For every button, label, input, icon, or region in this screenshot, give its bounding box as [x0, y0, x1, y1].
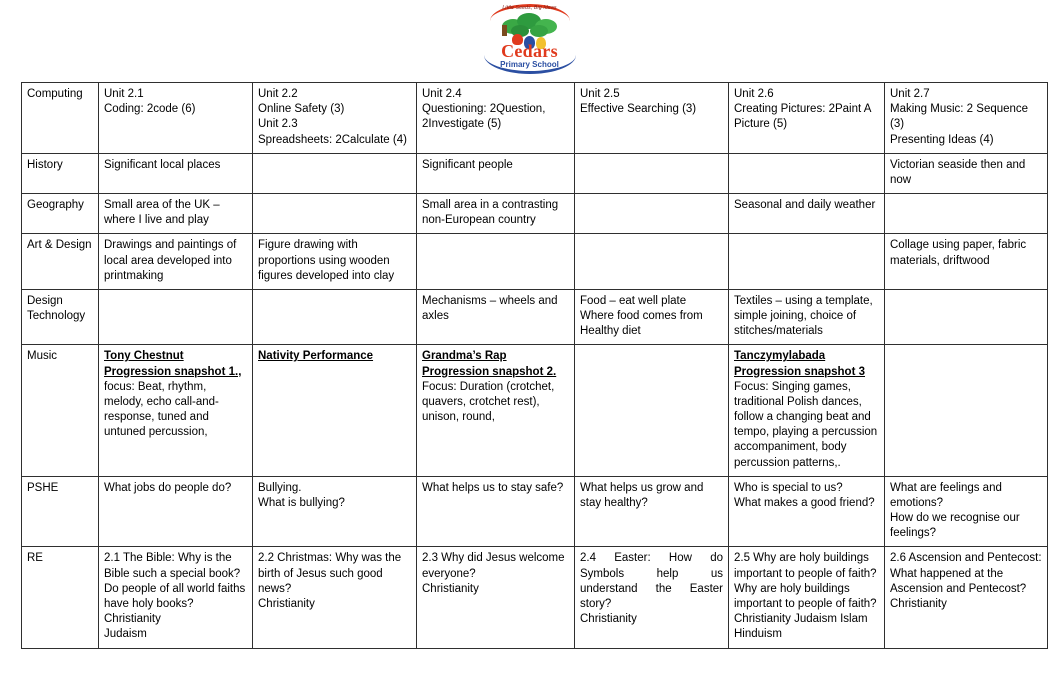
table-cell: [99, 345, 253, 476]
cell-line: What are feelings and emotions?: [890, 481, 1002, 509]
tree-trunk-icon: [502, 25, 507, 36]
cell-line: What jobs do people do?: [104, 481, 232, 494]
cell-line: focus: Beat, rhythm, melody, echo call-and-response, tuned and untuned percussion,: [104, 380, 219, 439]
cell-heading: Tony Chestnut Progression snapshot 1.,: [104, 350, 242, 378]
cell-line: 2.5 Why are holy buildings important to people of faith? Why are holy buildings important to people of faith?: [734, 552, 877, 610]
table-cell: [729, 345, 885, 476]
cell-line: Judaism: [104, 628, 147, 641]
cell-line: Christianity: [422, 582, 479, 595]
cell-line: 2.4 Easter: How do Symbols help us understand the Easter story?: [580, 552, 723, 610]
cell-line: Unit 2.7: [890, 88, 930, 100]
row-header-music: Music: [22, 345, 99, 476]
table-cell: [885, 153, 1048, 193]
table-cell: [417, 476, 575, 547]
table-cell: [253, 476, 417, 547]
curriculum-table: [21, 82, 1048, 649]
cell-line: Coding: 2code (6): [104, 103, 196, 116]
logo-tagline: Little Seeds, Big Ideas: [502, 5, 557, 11]
table-cell: [729, 194, 885, 234]
table-cell: [253, 234, 417, 290]
table-cell: [575, 83, 729, 154]
school-subtitle: Primary School: [500, 60, 559, 69]
table-cell: [729, 289, 885, 345]
cell-line: Effective Searching (3): [580, 103, 697, 116]
table-cell: [885, 547, 1048, 648]
cell-line: Questioning: 2Question, 2Investigate (5): [422, 103, 546, 131]
table-cell: [885, 234, 1048, 290]
table-cell: [253, 289, 417, 345]
table-cell: [729, 476, 885, 547]
table-cell: [417, 83, 575, 154]
cell-heading: Nativity Performance: [258, 350, 374, 363]
cell-line: Unit 2.1: [104, 88, 144, 100]
cell-line: Small area of the UK – where I live and play: [104, 199, 220, 227]
cell-line: Focus: Duration (crotchet, quavers, crotchet rest), unison, round,: [422, 380, 555, 424]
row-header-computing: Computing: [22, 83, 99, 154]
curriculum-table-body: [22, 83, 1048, 649]
cell-line: Food – eat well plate: [580, 294, 687, 307]
table-row: [22, 476, 1048, 547]
cell-line: Unit 2.2: [258, 88, 298, 100]
table-cell: [417, 153, 575, 193]
table-cell: [417, 289, 575, 345]
table-cell: [575, 194, 729, 234]
cell-line: Creating Pictures: 2Paint A Picture (5): [734, 103, 871, 131]
cell-line: Figure drawing with proportions using wooden figures developed into clay: [258, 239, 395, 282]
table-cell: [885, 83, 1048, 154]
cell-line: What makes a good friend?: [734, 496, 875, 509]
cell-line: Significant local places: [104, 158, 221, 171]
table-cell: [575, 547, 729, 648]
table-cell: [575, 234, 729, 290]
table-cell: [253, 83, 417, 154]
table-cell: [99, 234, 253, 290]
cell-heading: Tanczymylabada Progression snapshot 3: [734, 350, 866, 378]
cell-line: Textiles – using a template, simple joining, choice of stitches/materials: [734, 294, 873, 338]
cell-line: 2.1 The Bible: Why is the Bible such a special book? Do people of all world faiths have holy books?: [104, 552, 246, 610]
cell-line: Christianity: [104, 613, 161, 626]
row-header-pshe: PSHE: [22, 476, 99, 547]
cell-line: What helps us grow and stay healthy?: [580, 481, 704, 509]
table-cell: [253, 345, 417, 476]
cell-line: What is bullying?: [258, 496, 345, 509]
cell-line: Presenting Ideas (4): [890, 133, 994, 146]
cell-line: Seasonal and daily weather: [734, 199, 876, 212]
cell-line: Christianity Judaism Islam Hinduism: [734, 613, 868, 641]
row-header-design-technology: Design Technology: [22, 289, 99, 345]
row-header-geography: Geography: [22, 194, 99, 234]
cell-line: Christianity: [580, 613, 637, 626]
cell-line: Collage using paper, fabric materials, driftwood: [890, 239, 1027, 267]
cell-line: Bullying.: [258, 481, 302, 494]
cell-line: Christianity: [258, 597, 315, 610]
cell-line: Who is special to us?: [734, 481, 843, 494]
cell-heading: Grandma’s Rap Progression snapshot 2.: [422, 350, 557, 378]
table-cell: [99, 194, 253, 234]
row-header-re: RE: [22, 547, 99, 648]
table-cell: [885, 289, 1048, 345]
logo-swoosh-bottom-icon: [484, 55, 576, 74]
cell-line: Spreadsheets: 2Calculate (4): [258, 133, 407, 146]
table-row: [22, 547, 1048, 648]
table-cell: [885, 476, 1048, 547]
table-row: [22, 83, 1048, 154]
table-cell: [417, 547, 575, 648]
cell-line: Christianity: [890, 597, 947, 610]
cell-line: Mechanisms – wheels and axles: [422, 294, 558, 323]
table-cell: [99, 289, 253, 345]
table-row: [22, 194, 1048, 234]
table-cell: [575, 289, 729, 345]
school-logo: [0, 2, 1059, 78]
table-row: [22, 234, 1048, 290]
cell-line: Unit 2.3: [258, 118, 298, 131]
cell-line: Drawings and paintings of local area developed into printmaking: [104, 239, 237, 282]
cell-line: 2.2 Christmas: Why was the birth of Jesus such good news?: [258, 552, 402, 595]
cell-line: Healthy diet: [580, 325, 641, 338]
table-cell: [575, 476, 729, 547]
cell-line: Unit 2.6: [734, 88, 774, 100]
table-cell: [729, 153, 885, 193]
table-cell: [99, 83, 253, 154]
table-cell: [99, 153, 253, 193]
row-header-art-design: Art & Design: [22, 234, 99, 290]
table-cell: [729, 234, 885, 290]
cell-line: Where food comes from: [580, 310, 703, 323]
table-cell: [99, 547, 253, 648]
cell-line: Victorian seaside then and now: [890, 158, 1026, 186]
school-name: Cedars: [501, 41, 558, 61]
table-cell: [575, 153, 729, 193]
cell-line: Significant people: [422, 158, 513, 171]
table-cell: [253, 153, 417, 193]
table-cell: [729, 547, 885, 648]
cell-line: How do we recognise our feelings?: [890, 512, 1020, 540]
table-cell: [885, 194, 1048, 234]
table-cell: [99, 476, 253, 547]
cell-line: Unit 2.5: [580, 88, 620, 100]
cell-line: 2.3 Why did Jesus welcome everyone?: [422, 552, 565, 580]
table-cell: [253, 194, 417, 234]
table-row: [22, 289, 1048, 345]
table-cell: [729, 83, 885, 154]
table-cell: [417, 234, 575, 290]
table-cell: [417, 345, 575, 476]
logo-graphic: [476, 3, 584, 77]
cell-line: Small area in a contrasting non-European country: [422, 199, 559, 227]
cell-line: What helps us to stay safe?: [422, 481, 564, 494]
table-cell: [417, 194, 575, 234]
cell-line: Making Music: 2 Sequence (3): [890, 103, 1029, 131]
cell-line: Unit 2.4: [422, 88, 462, 100]
cell-line: Online Safety (3): [258, 103, 345, 116]
row-header-history: History: [22, 153, 99, 193]
cell-line: Focus: Singing games, traditional Polish dances, follow a changing beat and tempo, playing a percussion accompaniment, body percussion patterns,.: [734, 380, 878, 469]
table-cell: [885, 345, 1048, 476]
table-cell: [253, 547, 417, 648]
table-row: [22, 153, 1048, 193]
cell-line: 2.6 Ascension and Pentecost: What happened at the Ascension and Pentecost?: [890, 552, 1042, 595]
table-row: [22, 345, 1048, 476]
table-cell: [575, 345, 729, 476]
